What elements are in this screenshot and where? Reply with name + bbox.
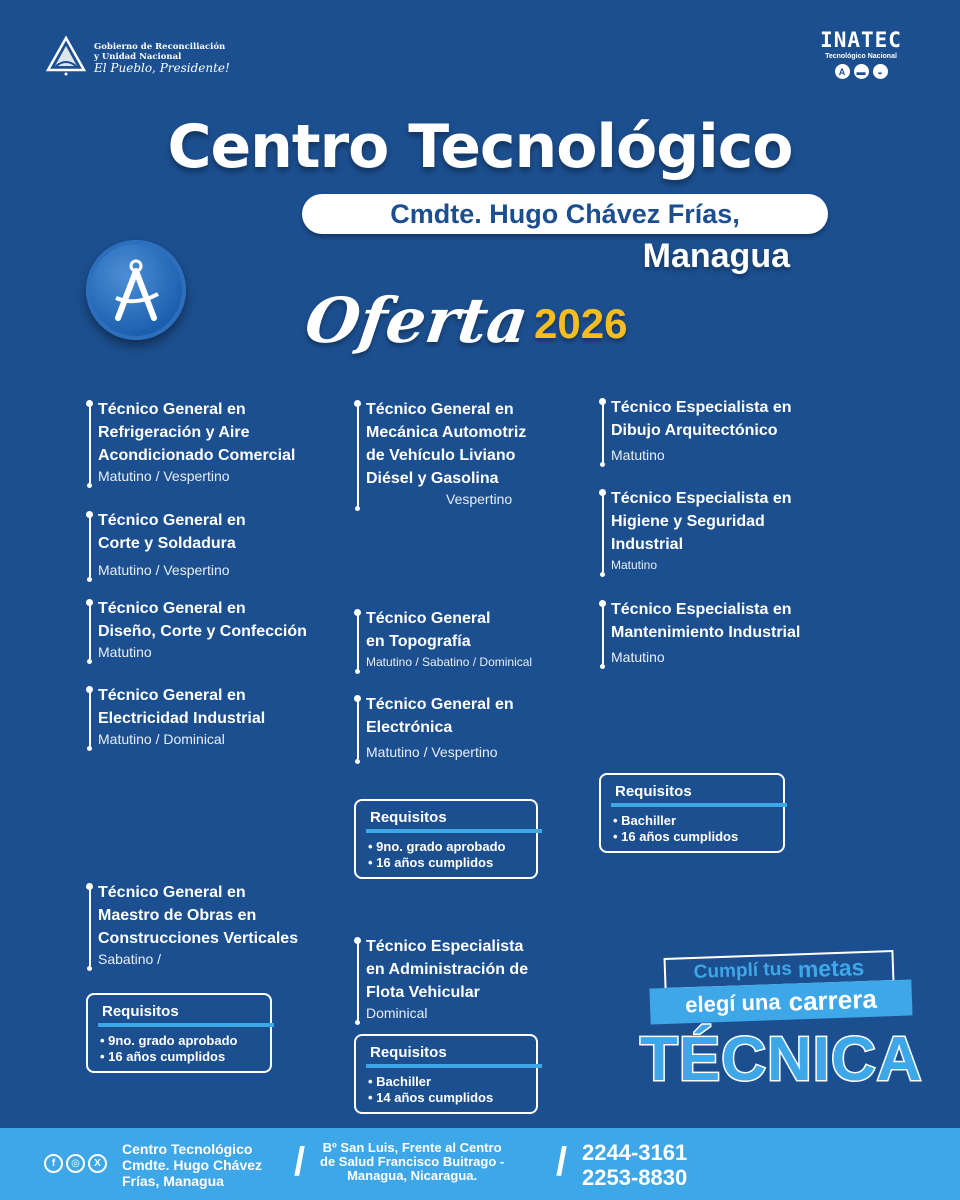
course-item bbox=[86, 398, 295, 485]
cta-line-1a: Cumplí tus bbox=[693, 958, 793, 983]
compass-mini-icon: A bbox=[835, 64, 850, 79]
course-item bbox=[354, 693, 514, 761]
course-title: Técnico General en Electrónica bbox=[366, 696, 514, 736]
course-item bbox=[599, 487, 792, 574]
requirements-title: Requisitos bbox=[366, 809, 542, 833]
course-item bbox=[354, 935, 528, 1022]
course-title: Técnico General en Electricidad Industrial bbox=[98, 687, 266, 727]
requirement-item: • Bachiller bbox=[613, 813, 677, 828]
compass-icon bbox=[86, 240, 186, 340]
inatec-logo bbox=[808, 28, 914, 79]
offer-year: 2026 bbox=[534, 300, 628, 347]
requirement-item: • 16 años cumplidos bbox=[100, 1049, 226, 1064]
requirement-item: • Bachiller bbox=[368, 1074, 432, 1089]
inatec-name: INATEC bbox=[820, 28, 902, 52]
city-name: Managua bbox=[642, 237, 790, 275]
requirements-box bbox=[354, 799, 538, 879]
requirement-item: • 9no. grado aprobado bbox=[100, 1033, 238, 1048]
course-item bbox=[599, 598, 800, 666]
requirements-box bbox=[599, 773, 785, 853]
globe-mini-icon: ◒ bbox=[873, 64, 888, 79]
footer bbox=[0, 1128, 960, 1200]
center-name-pill: Cmdte. Hugo Chávez Frías, bbox=[302, 194, 828, 234]
course-schedule: Matutino bbox=[611, 447, 665, 463]
course-item bbox=[86, 881, 298, 968]
footer-address: Bº San Luis, Frente al Centro de Salud Francisco Buitrago - Managua, Nicaragua. bbox=[320, 1140, 505, 1183]
course-title: Técnico General en Maestro de Obras en Construcciones Verticales bbox=[98, 884, 299, 947]
course-title: Técnico Especialista en Mantenimiento Industrial bbox=[611, 601, 801, 641]
course-title: Técnico Especialista en Administración de Flota Vehicular bbox=[366, 938, 529, 1001]
course-title: Técnico General en Diseño, Corte y Confección bbox=[98, 600, 307, 640]
requirements-title: Requisitos bbox=[366, 1044, 542, 1068]
x-icon[interactable]: X bbox=[88, 1154, 107, 1173]
course-title: Técnico General en Refrigeración y Aire Acondicionado Comercial bbox=[98, 401, 296, 464]
course-item bbox=[86, 597, 307, 661]
course-item bbox=[86, 509, 246, 579]
facebook-icon[interactable]: f bbox=[44, 1154, 63, 1173]
requirements-box bbox=[86, 993, 272, 1073]
course-schedule: Matutino / Dominical bbox=[98, 731, 225, 747]
course-schedule: Dominical bbox=[366, 1005, 428, 1021]
course-title: Técnico General en Mecánica Automotriz de Vehículo Liviano Diésel y Gasolina bbox=[366, 401, 527, 487]
course-title: Técnico General en Corte y Soldadura bbox=[98, 512, 246, 552]
inatec-icons bbox=[808, 64, 914, 79]
course-schedule: Matutino bbox=[611, 649, 665, 665]
requirement-item: • 9no. grado aprobado bbox=[368, 839, 506, 854]
phone-number[interactable]: 2244-3161 bbox=[582, 1140, 688, 1165]
footer-phones bbox=[582, 1140, 687, 1190]
requirement-item: • 14 años cumplidos bbox=[368, 1090, 494, 1105]
cta-line-2 bbox=[649, 979, 912, 1024]
course-schedule: Matutino bbox=[611, 558, 658, 572]
social-icons bbox=[44, 1154, 107, 1173]
inatec-subtitle: Tecnológico Nacional bbox=[825, 53, 897, 60]
course-schedule: Vespertino bbox=[446, 491, 513, 507]
phone-number[interactable]: 2253-8830 bbox=[582, 1165, 688, 1190]
book-mini-icon: ▬ bbox=[854, 64, 869, 79]
footer-center-name: Centro Tecnológico Cmdte. Hugo Chávez Frías, Managua bbox=[122, 1141, 263, 1189]
requirements-title: Requisitos bbox=[611, 783, 787, 807]
divider: / bbox=[294, 1140, 306, 1184]
requirements-title: Requisitos bbox=[98, 1003, 274, 1027]
course-title: Técnico General en Topografía bbox=[366, 610, 491, 650]
course-item bbox=[354, 398, 526, 508]
page-title: Centro Tecnológico bbox=[167, 112, 793, 182]
requirements-box bbox=[354, 1034, 538, 1114]
course-schedule: Matutino bbox=[98, 644, 152, 660]
government-name-line2: y Unidad Nacional bbox=[94, 52, 182, 62]
government-name-line1: Gobierno de Reconciliación bbox=[94, 42, 226, 52]
requirement-item: • 16 años cumplidos bbox=[613, 829, 739, 844]
course-schedule: Sabatino / bbox=[98, 951, 162, 967]
cta-line-2a: elegí una bbox=[684, 989, 781, 1018]
course-schedule: Matutino / Vespertino bbox=[366, 744, 498, 760]
course-title: Técnico Especialista en Higiene y Seguridad Industrial bbox=[611, 490, 792, 553]
compass-badge bbox=[86, 240, 186, 340]
government-slogan: El Pueblo, Presidente! bbox=[94, 61, 230, 75]
course-schedule: Matutino / Sabatino / Dominical bbox=[366, 655, 533, 669]
cta-line-2b: carrera bbox=[788, 983, 878, 1017]
cta-tecnica: TÉCNICA bbox=[640, 1025, 923, 1094]
course-item bbox=[86, 684, 265, 748]
instagram-icon[interactable]: ◎ bbox=[66, 1154, 85, 1173]
nicaragua-emblem-icon bbox=[44, 34, 88, 80]
offer-label: Oferta bbox=[300, 284, 533, 357]
requirement-item: • 16 años cumplidos bbox=[368, 855, 494, 870]
course-title: Técnico Especialista en Dibujo Arquitectónico bbox=[611, 399, 792, 439]
course-schedule: Matutino / Vespertino bbox=[98, 562, 230, 578]
course-item bbox=[599, 396, 792, 464]
government-logo bbox=[44, 34, 244, 82]
course-schedule: Matutino / Vespertino bbox=[98, 468, 230, 484]
government-name bbox=[94, 42, 225, 62]
course-item bbox=[354, 607, 532, 671]
cta-line-1b: metas bbox=[797, 953, 865, 982]
divider: / bbox=[556, 1140, 568, 1184]
